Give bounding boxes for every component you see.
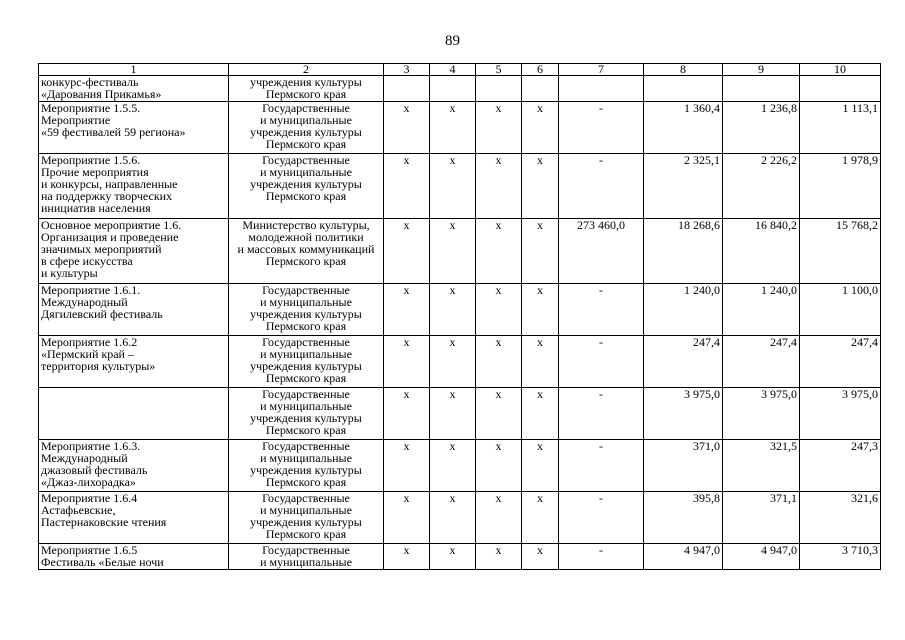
value-cell-c6: x bbox=[522, 388, 559, 440]
event-name-line: Мероприятие 1.6.4 bbox=[41, 491, 138, 505]
event-name-cell bbox=[39, 102, 229, 154]
event-name-line: Мероприятие 1.6.1. bbox=[41, 283, 141, 297]
executor-line: и муниципальные bbox=[260, 165, 352, 179]
event-name-cell bbox=[39, 492, 229, 544]
table-row bbox=[39, 336, 881, 388]
executor-line: учреждения культуры bbox=[250, 411, 362, 425]
event-name-cell bbox=[39, 76, 229, 102]
executor-line: Государственные bbox=[262, 283, 350, 297]
table-row bbox=[39, 102, 881, 154]
value-cell-c5 bbox=[476, 76, 522, 102]
event-name-line: в сфере искусства bbox=[41, 254, 133, 268]
executor-line: Пермского края bbox=[265, 189, 347, 203]
event-name-line: Мероприятие 1.6.2 bbox=[41, 335, 138, 349]
executor-line: и муниципальные bbox=[260, 113, 352, 127]
executor-line: Государственные bbox=[262, 491, 350, 505]
executor-line: Государственные bbox=[262, 101, 350, 115]
value-cell-c8: 1 360,4 bbox=[644, 102, 723, 154]
event-name-line: «Джаз-лихорадка» bbox=[41, 475, 136, 489]
table-header-row bbox=[39, 64, 881, 76]
executor-line: и муниципальные bbox=[260, 295, 352, 309]
value-cell-c10: 15 768,2 bbox=[800, 219, 881, 284]
value-cell-c7: - bbox=[559, 284, 644, 336]
value-cell-c10: 3 710,3 bbox=[800, 544, 881, 570]
value-cell-c9: 1 236,8 bbox=[723, 102, 800, 154]
event-name-line: «Пермский край – bbox=[41, 347, 134, 361]
value-cell-c10: 247,3 bbox=[800, 440, 881, 492]
column-header: 3 bbox=[384, 64, 430, 76]
executor-cell bbox=[229, 336, 384, 388]
value-cell-c3: x bbox=[384, 336, 430, 388]
executor-cell bbox=[229, 284, 384, 336]
event-name-cell bbox=[39, 336, 229, 388]
executor-line: Пермского края bbox=[265, 423, 347, 437]
executor-line: Пермского края bbox=[265, 371, 347, 385]
value-cell-c4: x bbox=[430, 219, 476, 284]
event-name-cell bbox=[39, 219, 229, 284]
value-cell-c9: 3 975,0 bbox=[723, 388, 800, 440]
executor-line: Государственные bbox=[262, 543, 350, 557]
value-cell-c10: 1 100,0 bbox=[800, 284, 881, 336]
value-cell-c6: x bbox=[522, 102, 559, 154]
executor-line: и муниципальные bbox=[260, 451, 352, 465]
value-cell-c3: x bbox=[384, 102, 430, 154]
value-cell-c6: x bbox=[522, 492, 559, 544]
value-cell-c7: 273 460,0 bbox=[559, 219, 644, 284]
event-name-line: на поддержку творческих bbox=[41, 189, 173, 203]
event-name-line: Фестиваль «Белые ночи bbox=[41, 555, 164, 569]
value-cell-c6: x bbox=[522, 154, 559, 219]
value-cell-c3: x bbox=[384, 219, 430, 284]
table-row bbox=[39, 154, 881, 219]
event-name-line: Пастернаковские чтения bbox=[41, 515, 167, 529]
value-cell-c8: 395,8 bbox=[644, 492, 723, 544]
executor-cell bbox=[229, 76, 384, 102]
value-cell-c10: 321,6 bbox=[800, 492, 881, 544]
event-name-line: Международный bbox=[41, 451, 128, 465]
value-cell-c9: 371,1 bbox=[723, 492, 800, 544]
value-cell-c6: x bbox=[522, 219, 559, 284]
event-name-cell bbox=[39, 388, 229, 440]
executor-line: Пермского края bbox=[265, 527, 347, 541]
value-cell-c3 bbox=[384, 76, 430, 102]
executor-line: Пермского края bbox=[265, 87, 347, 101]
value-cell-c10 bbox=[800, 76, 881, 102]
value-cell-c7: - bbox=[559, 544, 644, 570]
value-cell-c7 bbox=[559, 76, 644, 102]
executor-line: учреждения культуры bbox=[250, 125, 362, 139]
value-cell-c6: x bbox=[522, 336, 559, 388]
column-header: 7 bbox=[559, 64, 644, 76]
event-name-line: Мероприятие 1.5.5. bbox=[41, 101, 141, 115]
event-name-line: джазовый фестиваль bbox=[41, 463, 148, 477]
executor-cell bbox=[229, 492, 384, 544]
table-row bbox=[39, 440, 881, 492]
event-name-line: значимых мероприятий bbox=[41, 242, 162, 256]
value-cell-c7: - bbox=[559, 492, 644, 544]
value-cell-c7: - bbox=[559, 336, 644, 388]
executor-line: Пермского края bbox=[265, 137, 347, 151]
column-header: 6 bbox=[522, 64, 559, 76]
executor-line: учреждения культуры bbox=[250, 463, 362, 477]
event-name-line: территория культуры» bbox=[41, 359, 156, 373]
executor-cell bbox=[229, 440, 384, 492]
value-cell-c5: x bbox=[476, 102, 522, 154]
value-cell-c4: x bbox=[430, 284, 476, 336]
value-cell-c4: x bbox=[430, 544, 476, 570]
value-cell-c8: 4 947,0 bbox=[644, 544, 723, 570]
value-cell-c6: x bbox=[522, 544, 559, 570]
value-cell-c7: - bbox=[559, 102, 644, 154]
value-cell-c4: x bbox=[430, 440, 476, 492]
value-cell-c5: x bbox=[476, 388, 522, 440]
value-cell-c5: x bbox=[476, 440, 522, 492]
value-cell-c8: 3 975,0 bbox=[644, 388, 723, 440]
value-cell-c3: x bbox=[384, 492, 430, 544]
event-name-line: Дягилевский фестиваль bbox=[41, 307, 163, 321]
event-name-line: конкурс-фестиваль bbox=[41, 75, 139, 89]
column-header: 8 bbox=[644, 64, 723, 76]
event-name-line: Мероприятие 1.5.6. bbox=[41, 153, 141, 167]
value-cell-c9: 321,5 bbox=[723, 440, 800, 492]
event-name-line: Мероприятие 1.6.5 bbox=[41, 543, 138, 557]
value-cell-c8: 2 325,1 bbox=[644, 154, 723, 219]
executor-line: и муниципальные bbox=[260, 555, 352, 569]
value-cell-c9: 247,4 bbox=[723, 336, 800, 388]
value-cell-c3: x bbox=[384, 154, 430, 219]
table-row bbox=[39, 544, 881, 570]
event-name-line: Мероприятие 1.6.3. bbox=[41, 439, 141, 453]
table-row bbox=[39, 492, 881, 544]
value-cell-c6 bbox=[522, 76, 559, 102]
value-cell-c9 bbox=[723, 76, 800, 102]
value-cell-c9: 2 226,2 bbox=[723, 154, 800, 219]
executor-cell bbox=[229, 154, 384, 219]
value-cell-c8 bbox=[644, 76, 723, 102]
value-cell-c5: x bbox=[476, 219, 522, 284]
executor-line: Пермского края bbox=[265, 254, 347, 268]
value-cell-c10: 247,4 bbox=[800, 336, 881, 388]
event-name-line: инициатив населения bbox=[41, 201, 151, 215]
executor-line: Министерство культуры, bbox=[242, 218, 370, 232]
event-name-line: и конкурсы, направленные bbox=[41, 177, 178, 191]
value-cell-c7: - bbox=[559, 388, 644, 440]
table-row bbox=[39, 76, 881, 102]
value-cell-c3: x bbox=[384, 284, 430, 336]
event-name-line: Международный bbox=[41, 295, 128, 309]
table-row bbox=[39, 284, 881, 336]
value-cell-c4: x bbox=[430, 336, 476, 388]
value-cell-c8: 1 240,0 bbox=[644, 284, 723, 336]
executor-line: и массовых коммуникаций bbox=[237, 242, 375, 256]
value-cell-c3: x bbox=[384, 544, 430, 570]
value-cell-c8: 18 268,6 bbox=[644, 219, 723, 284]
value-cell-c3: x bbox=[384, 440, 430, 492]
value-cell-c6: x bbox=[522, 440, 559, 492]
column-header: 10 bbox=[800, 64, 881, 76]
value-cell-c5: x bbox=[476, 544, 522, 570]
value-cell-c4 bbox=[430, 76, 476, 102]
executor-cell bbox=[229, 219, 384, 284]
value-cell-c5: x bbox=[476, 284, 522, 336]
value-cell-c3: x bbox=[384, 388, 430, 440]
value-cell-c6: x bbox=[522, 284, 559, 336]
column-header: 2 bbox=[229, 64, 384, 76]
column-header: 9 bbox=[723, 64, 800, 76]
executor-line: молодежной политики bbox=[248, 230, 364, 244]
page-number: 89 bbox=[445, 33, 460, 49]
executor-line: Пермского края bbox=[265, 475, 347, 489]
event-name-line: и культуры bbox=[41, 266, 98, 280]
value-cell-c8: 247,4 bbox=[644, 336, 723, 388]
value-cell-c5: x bbox=[476, 492, 522, 544]
value-cell-c7: - bbox=[559, 440, 644, 492]
value-cell-c9: 1 240,0 bbox=[723, 284, 800, 336]
value-cell-c10: 1 978,9 bbox=[800, 154, 881, 219]
executor-line: и муниципальные bbox=[260, 347, 352, 361]
executor-cell bbox=[229, 388, 384, 440]
executor-line: учреждения культуры bbox=[250, 75, 362, 89]
value-cell-c4: x bbox=[430, 102, 476, 154]
table-row bbox=[39, 219, 881, 284]
executor-cell bbox=[229, 102, 384, 154]
executor-line: и муниципальные bbox=[260, 503, 352, 517]
event-name-cell bbox=[39, 440, 229, 492]
executor-line: учреждения культуры bbox=[250, 359, 362, 373]
value-cell-c9: 16 840,2 bbox=[723, 219, 800, 284]
value-cell-c7: - bbox=[559, 154, 644, 219]
event-name-cell bbox=[39, 544, 229, 570]
executor-line: Пермского края bbox=[265, 319, 347, 333]
event-name-line: Астафьевские, bbox=[41, 503, 116, 517]
event-name-line: «59 фестивалей 59 региона» bbox=[41, 125, 186, 139]
event-name-line: «Дарования Прикамья» bbox=[41, 87, 162, 101]
executor-line: Государственные bbox=[262, 335, 350, 349]
event-name-cell bbox=[39, 284, 229, 336]
value-cell-c4: x bbox=[430, 388, 476, 440]
table-body bbox=[39, 76, 881, 570]
event-name-line: Основное мероприятие 1.6. bbox=[41, 218, 182, 232]
value-cell-c10: 3 975,0 bbox=[800, 388, 881, 440]
event-name-cell bbox=[39, 154, 229, 219]
value-cell-c5: x bbox=[476, 154, 522, 219]
table-row bbox=[39, 388, 881, 440]
event-name-line: Организация и проведение bbox=[41, 230, 179, 244]
value-cell-c8: 371,0 bbox=[644, 440, 723, 492]
executor-line: Государственные bbox=[262, 153, 350, 167]
program-table bbox=[38, 63, 881, 570]
value-cell-c9: 4 947,0 bbox=[723, 544, 800, 570]
column-header: 5 bbox=[476, 64, 522, 76]
event-name-line: Прочие мероприятия bbox=[41, 165, 149, 179]
value-cell-c5: x bbox=[476, 336, 522, 388]
executor-line: Государственные bbox=[262, 439, 350, 453]
executor-line: учреждения культуры bbox=[250, 177, 362, 191]
executor-line: Государственные bbox=[262, 387, 350, 401]
value-cell-c4: x bbox=[430, 154, 476, 219]
executor-line: учреждения культуры bbox=[250, 307, 362, 321]
column-header: 4 bbox=[430, 64, 476, 76]
value-cell-c10: 1 113,1 bbox=[800, 102, 881, 154]
column-header: 1 bbox=[39, 64, 229, 76]
executor-line: учреждения культуры bbox=[250, 515, 362, 529]
executor-cell bbox=[229, 544, 384, 570]
executor-line: и муниципальные bbox=[260, 399, 352, 413]
event-name-line: Мероприятие bbox=[41, 113, 111, 127]
value-cell-c4: x bbox=[430, 492, 476, 544]
